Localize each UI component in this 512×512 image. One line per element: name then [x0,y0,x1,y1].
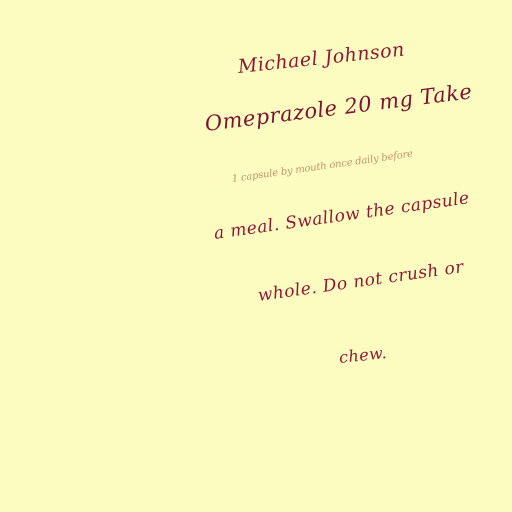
note-line-3: a meal. Swallow the capsule [212,188,471,244]
note-line-4: whole. Do not crush or [256,257,466,306]
note-line-5: chew. [338,343,388,367]
note-line-2: 1 capsule by mouth once daily before [231,148,414,185]
patient-name: Michael Johnson [236,38,406,78]
note-line-1: Omeprazole 20 mg Take [203,79,474,136]
